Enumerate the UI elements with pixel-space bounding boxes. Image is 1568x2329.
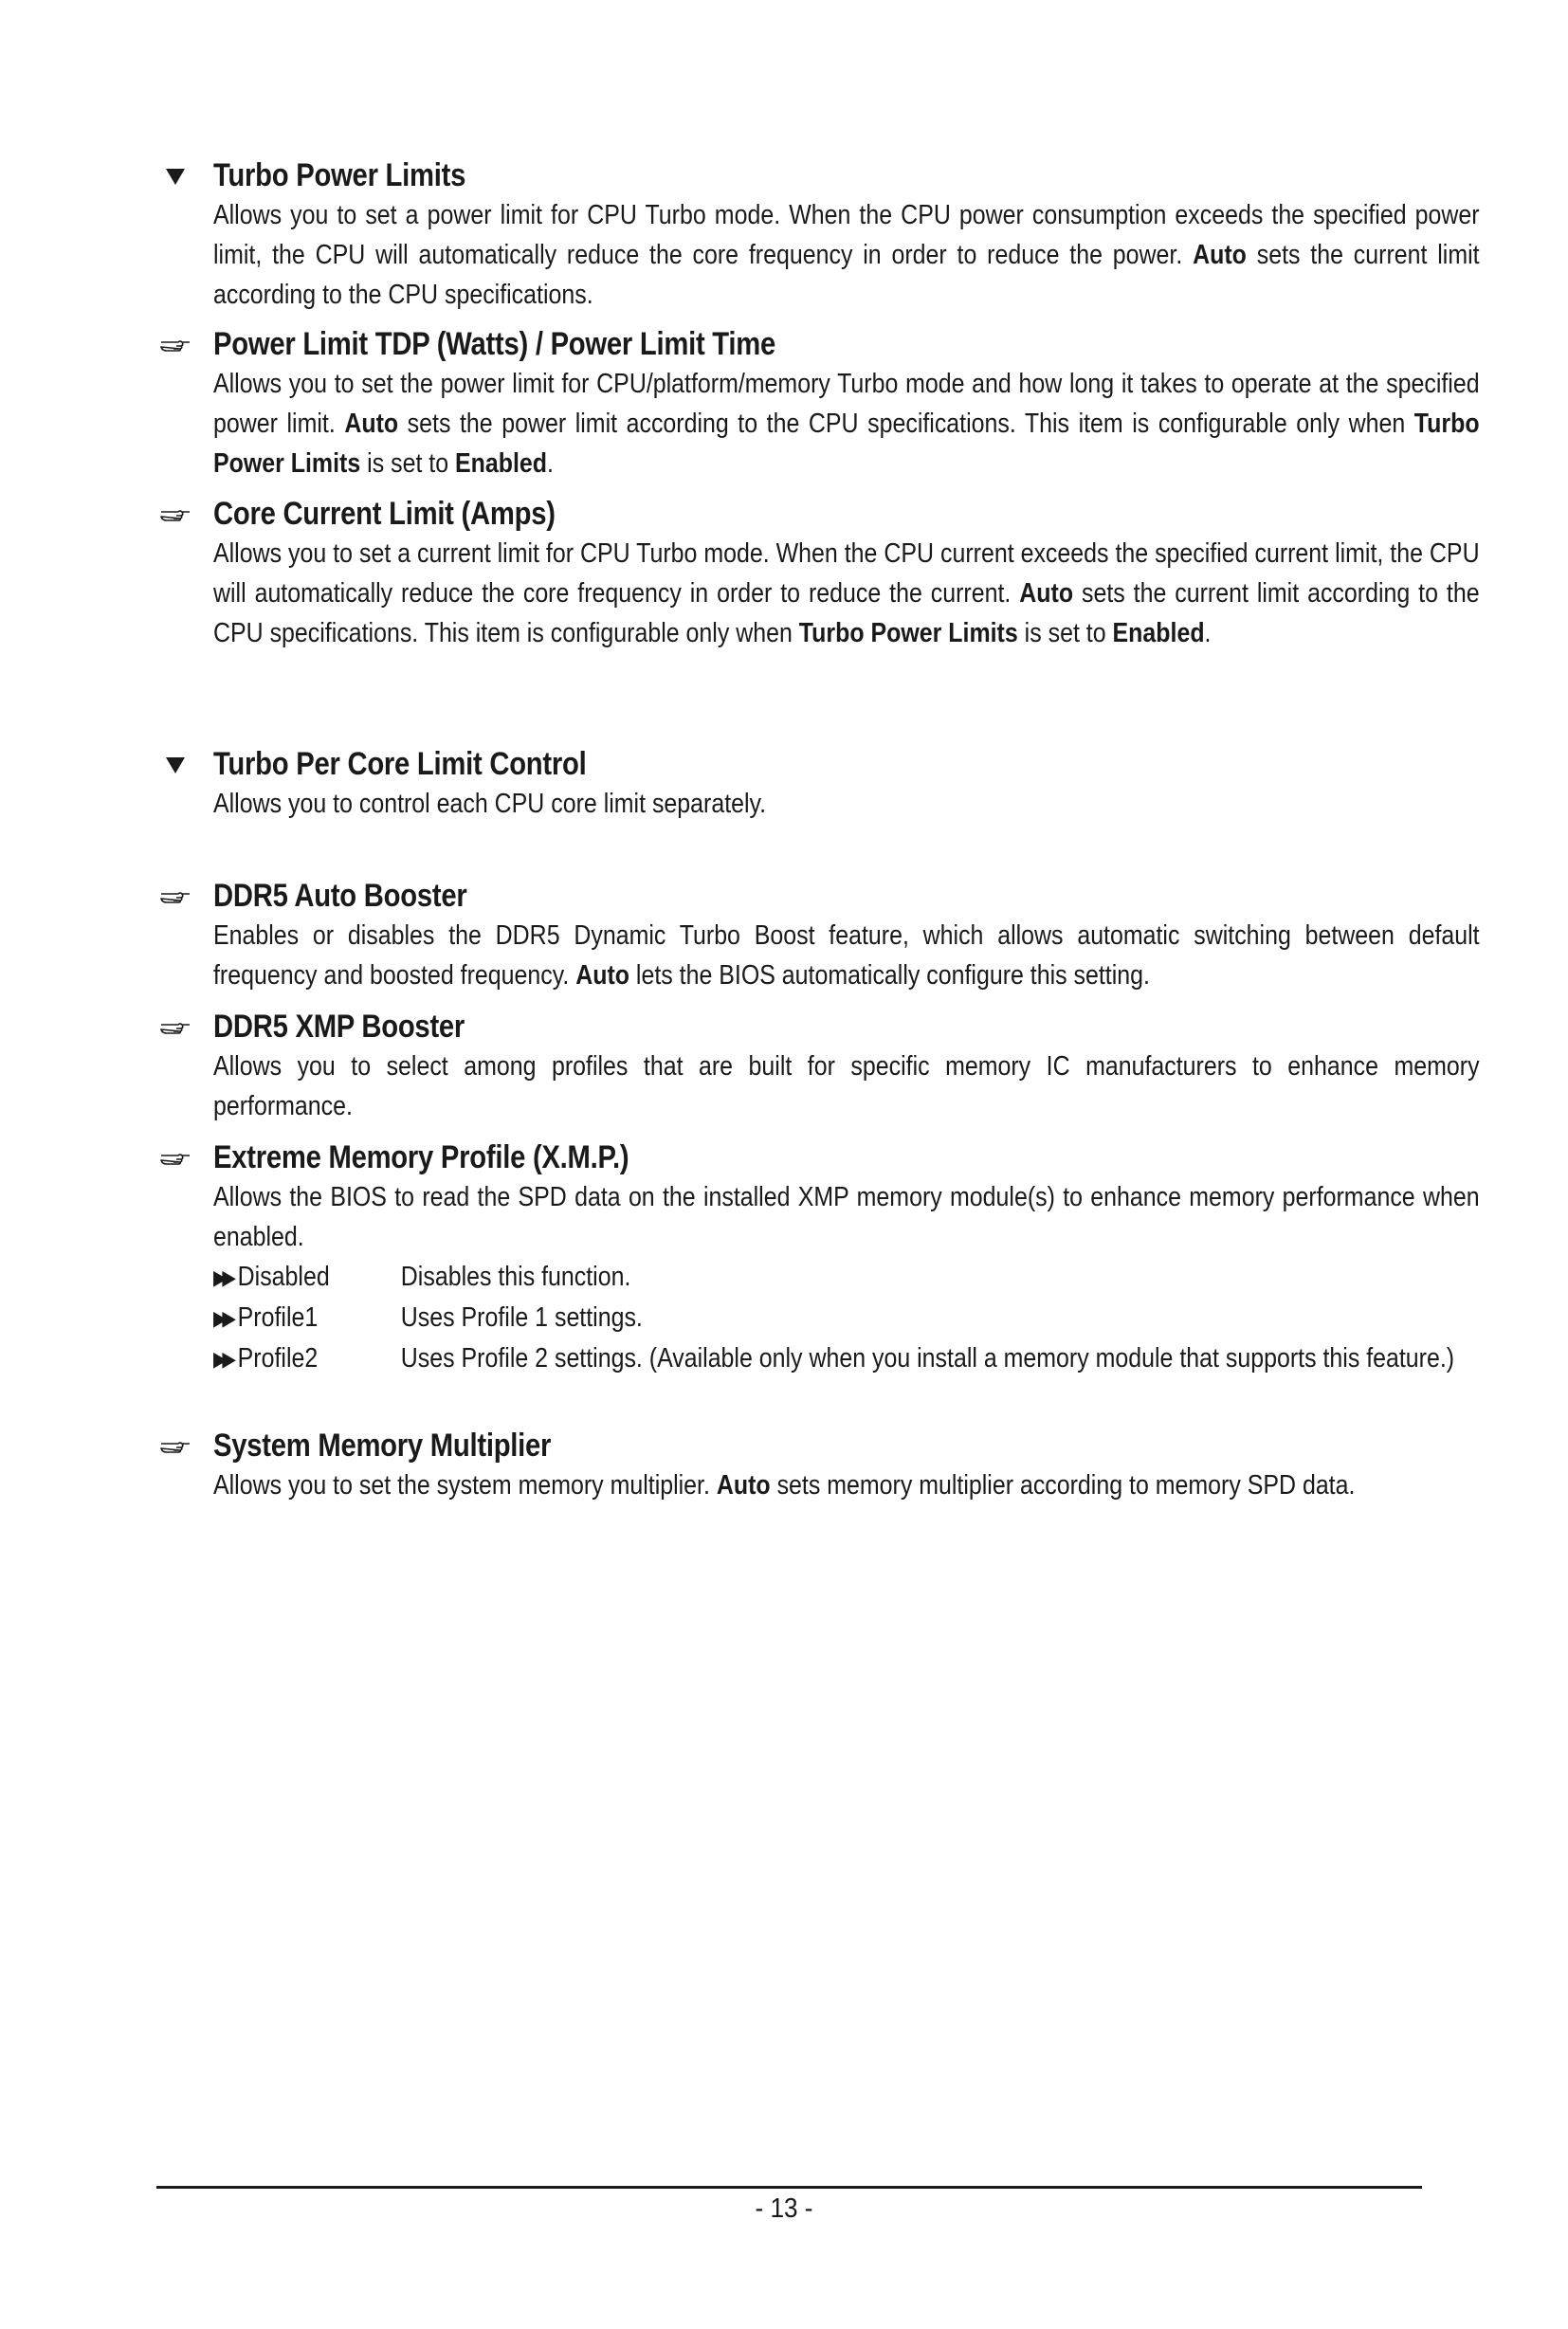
item-description: Allows you to set a current limit for CPU Turbo mode. When the CPU current exceeds the specified current limit, the CPU will automatically reduce the core frequency in order to reduce the current. Auto sets the current limit according to the CPU specifications. This item is configurable only when Turbo Power Limits is set to Enabled. (213, 538, 1480, 648)
section-description: Allows you to control each CPU core limit separately. (213, 789, 767, 819)
double-arrow-icon: ▶▶ (213, 1306, 231, 1330)
item-description: Allows you to select among profiles that are built for specific memory IC manufacturers to enhance memory performance. (213, 1051, 1480, 1121)
pointing-hand-icon (156, 1151, 194, 1166)
pointing-hand-icon (156, 337, 194, 353)
option-list (213, 1257, 1480, 1379)
option-name: Disabled (237, 1262, 330, 1292)
item-heading: Power Limit TDP (Watts) / Power Limit Time (213, 326, 775, 362)
item-system-memory-multiplier (156, 1426, 1427, 1505)
option-row (213, 1338, 1480, 1379)
item-power-limit-tdp (156, 324, 1480, 483)
section-turbo-per-core-limit (156, 744, 1427, 824)
option-description: Uses Profile 1 settings. (400, 1302, 643, 1333)
pointing-hand-icon (156, 507, 194, 522)
item-description: Allows you to set the system memory multiplier. Auto sets memory multiplier according to memory SPD data. (213, 1470, 1356, 1501)
item-heading: Core Current Limit (Amps) (213, 496, 556, 532)
option-description: Disables this function. (400, 1262, 631, 1292)
pointing-hand-icon (156, 1020, 194, 1035)
option-name: Profile1 (237, 1302, 319, 1333)
down-triangle-icon (156, 755, 194, 774)
pointing-hand-icon (156, 1439, 194, 1454)
item-core-current-limit (156, 494, 1480, 653)
item-heading: System Memory Multiplier (213, 1428, 552, 1464)
pointing-hand-icon (156, 889, 194, 904)
item-heading: DDR5 Auto Booster (213, 878, 467, 914)
option-name: Profile2 (237, 1343, 319, 1374)
item-extreme-memory-profile (156, 1137, 1480, 1379)
double-arrow-icon: ▶▶ (213, 1347, 231, 1371)
item-ddr5-auto-booster (156, 876, 1480, 995)
section-description: Allows you to set a power limit for CPU Turbo mode. When the CPU power consumption exceeds the specified power limit, the CPU will automatically reduce the core frequency in order to reduce the power. Auto sets the current limit according to the CPU specifications. (213, 200, 1480, 310)
section-heading: Turbo Per Core Limit Control (213, 746, 587, 782)
item-heading: Extreme Memory Profile (X.M.P.) (213, 1139, 629, 1175)
section-heading: Turbo Power Limits (213, 157, 466, 193)
page-number: - 13 - (755, 2193, 813, 2224)
item-description: Enables or disables the DDR5 Dynamic Turbo Boost feature, which allows automatic switching between default frequency and boosted frequency. Auto lets the BIOS automatically configure this setting. (213, 920, 1480, 991)
item-heading: DDR5 XMP Booster (213, 1009, 465, 1045)
option-row (213, 1298, 1480, 1338)
option-description: Uses Profile 2 settings. (Available only when you install a memory module that supports this feature.) (400, 1343, 1455, 1374)
item-description: Allows you to set the power limit for CPU/platform/memory Turbo mode and how long it takes to operate at the specified power limit. Auto sets the power limit according to the CPU specifications. This item is configurable only when Turbo Power Limits is set to Enabled. (213, 369, 1480, 479)
option-row (213, 1257, 1480, 1298)
down-triangle-icon (156, 167, 194, 186)
footer-divider (156, 2186, 1422, 2189)
item-description: Allows the BIOS to read the SPD data on the installed XMP memory module(s) to enhance memory performance when enabled. (213, 1182, 1480, 1252)
item-ddr5-xmp-booster (156, 1007, 1480, 1126)
section-turbo-power-limits (156, 155, 1480, 315)
double-arrow-icon: ▶▶ (213, 1265, 231, 1289)
